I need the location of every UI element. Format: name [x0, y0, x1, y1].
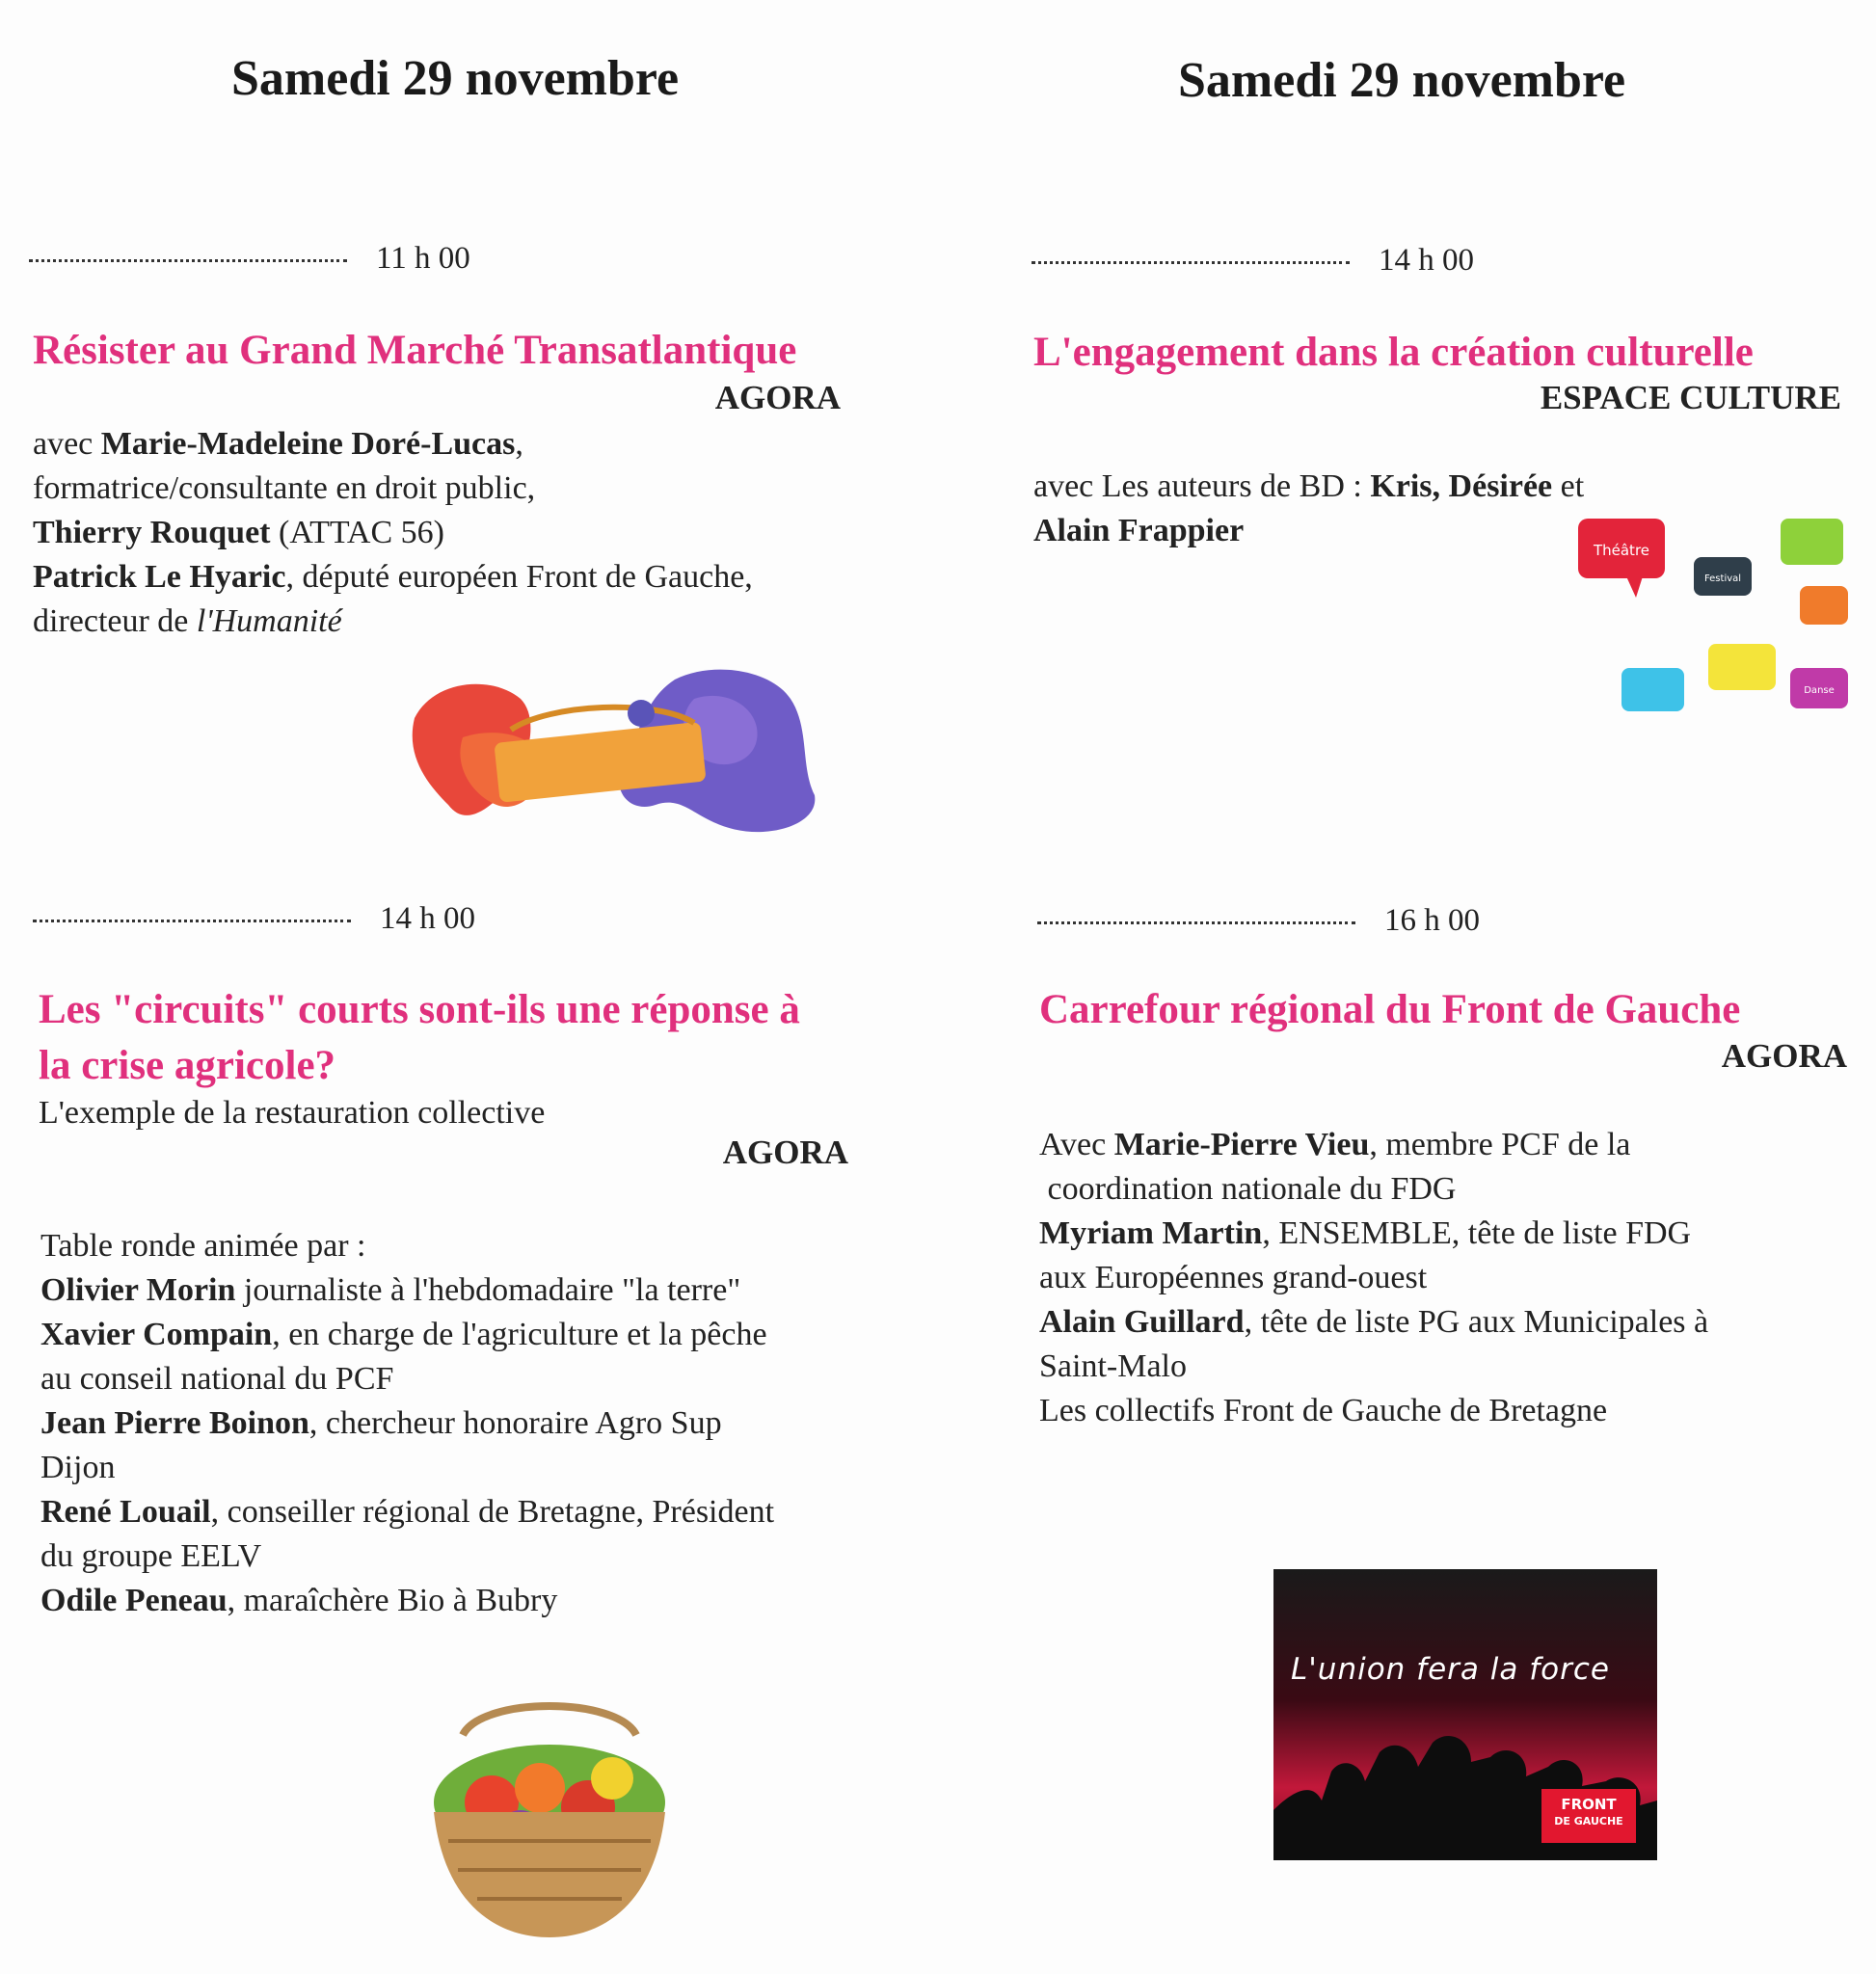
right-event1-title: L'engagement dans la création culturelle — [1033, 330, 1754, 375]
vegetable-basket-illustration — [405, 1696, 694, 1947]
right-event1-place: ESPACE CULTURE — [1540, 379, 1841, 416]
poster-slogan: L'union fera la force — [1291, 1652, 1610, 1687]
speech-bubbles-illustration — [1573, 509, 1853, 750]
right-event2-speakers — [1039, 1123, 1708, 1433]
speaker-line: au conseil national du PCF — [40, 1361, 394, 1397]
speaker-line: Dijon — [40, 1450, 116, 1485]
right-day-heading: Samedi 29 novembre — [1178, 53, 1626, 108]
left-event2-title-line2: la crise agricole? — [39, 1043, 336, 1088]
event-time: 14 h 00 — [1379, 243, 1474, 278]
europe-map-illustration — [405, 660, 819, 843]
right-event2-time-row — [1037, 903, 1480, 939]
speaker-line: Odile Peneau, maraîchère Bio à Bubry — [40, 1583, 558, 1618]
speaker-line: avec Marie-Madeleine Doré-Lucas, — [33, 426, 523, 462]
speaker-line: Avec Marie-Pierre Vieu, membre PCF de la — [1039, 1127, 1631, 1162]
speaker-line: formatrice/consultante en droit public, — [33, 470, 536, 506]
dotted-leader — [33, 920, 351, 922]
speaker-line: Xavier Compain, en charge de l'agriculture et la pêche — [40, 1317, 767, 1352]
event-time: 16 h 00 — [1384, 903, 1480, 938]
left-event1-time-row — [29, 241, 470, 277]
speaker-line: directeur de l'Humanité — [33, 603, 342, 639]
event-time: 11 h 00 — [376, 241, 470, 276]
left-event1-place: AGORA — [714, 379, 841, 416]
left-event2-speakers — [40, 1224, 774, 1623]
dotted-leader — [1037, 921, 1355, 924]
bubble-label-festival: Festival — [1703, 574, 1742, 584]
right-event1-time-row — [1032, 243, 1474, 279]
right-event2-title: Carrefour régional du Front de Gauche — [1039, 987, 1741, 1032]
front-de-gauche-poster — [1273, 1569, 1657, 1860]
speaker-line: Alain Guillard, tête de liste PG aux Municipales à — [1039, 1304, 1709, 1340]
front-de-gauche-logo — [1541, 1789, 1636, 1843]
left-event2-title-line1: Les "circuits" courts sont-ils une réponse à — [39, 987, 800, 1032]
left-event1-speakers — [33, 422, 753, 644]
speaker-line: avec Les auteurs de BD : Kris, Désirée et — [1033, 468, 1585, 504]
right-event1-speakers — [1033, 465, 1584, 553]
logo-line-1: FRONT — [1561, 1796, 1617, 1813]
speaker-line: Patrick Le Hyaric, député européen Front de Gauche, — [33, 559, 753, 595]
speaker-line: aux Européennes grand-ouest — [1039, 1260, 1428, 1295]
speaker-line: Alain Frappier — [1033, 513, 1245, 548]
bubble-label-danse: Danse — [1804, 685, 1835, 696]
bubble-label-theatre: Théâtre — [1593, 542, 1650, 559]
left-day-heading: Samedi 29 novembre — [231, 51, 680, 106]
speaker-line: Jean Pierre Boinon, chercheur honoraire Agro Sup — [40, 1405, 722, 1441]
event-time: 14 h 00 — [380, 901, 475, 936]
speaker-line: Table ronde animée par : — [40, 1228, 366, 1264]
logo-line-2: DE GAUCHE — [1554, 1815, 1623, 1827]
speaker-line: Myriam Martin, ENSEMBLE, tête de liste FDG — [1039, 1215, 1692, 1251]
dotted-leader — [1032, 261, 1350, 264]
speaker-line: coordination nationale du FDG — [1039, 1171, 1457, 1207]
speaker-line: Saint-Malo — [1039, 1348, 1187, 1384]
left-event2-time-row — [33, 901, 475, 937]
left-event2-place: AGORA — [722, 1134, 848, 1171]
speaker-line: Olivier Morin journaliste à l'hebdomadaire "la terre" — [40, 1272, 741, 1308]
right-event2-place: AGORA — [1721, 1037, 1847, 1075]
speaker-line: du groupe EELV — [40, 1538, 262, 1574]
dotted-leader — [29, 259, 347, 262]
left-event1-title: Résister au Grand Marché Transatlantique — [33, 328, 797, 373]
left-event2-subtitle: L'exemple de la restauration collective — [39, 1095, 546, 1131]
speaker-line: René Louail, conseiller régional de Bretagne, Président — [40, 1494, 775, 1530]
speaker-line: Thierry Rouquet (ATTAC 56) — [33, 515, 444, 550]
speaker-line: Les collectifs Front de Gauche de Bretagne — [1039, 1393, 1608, 1428]
